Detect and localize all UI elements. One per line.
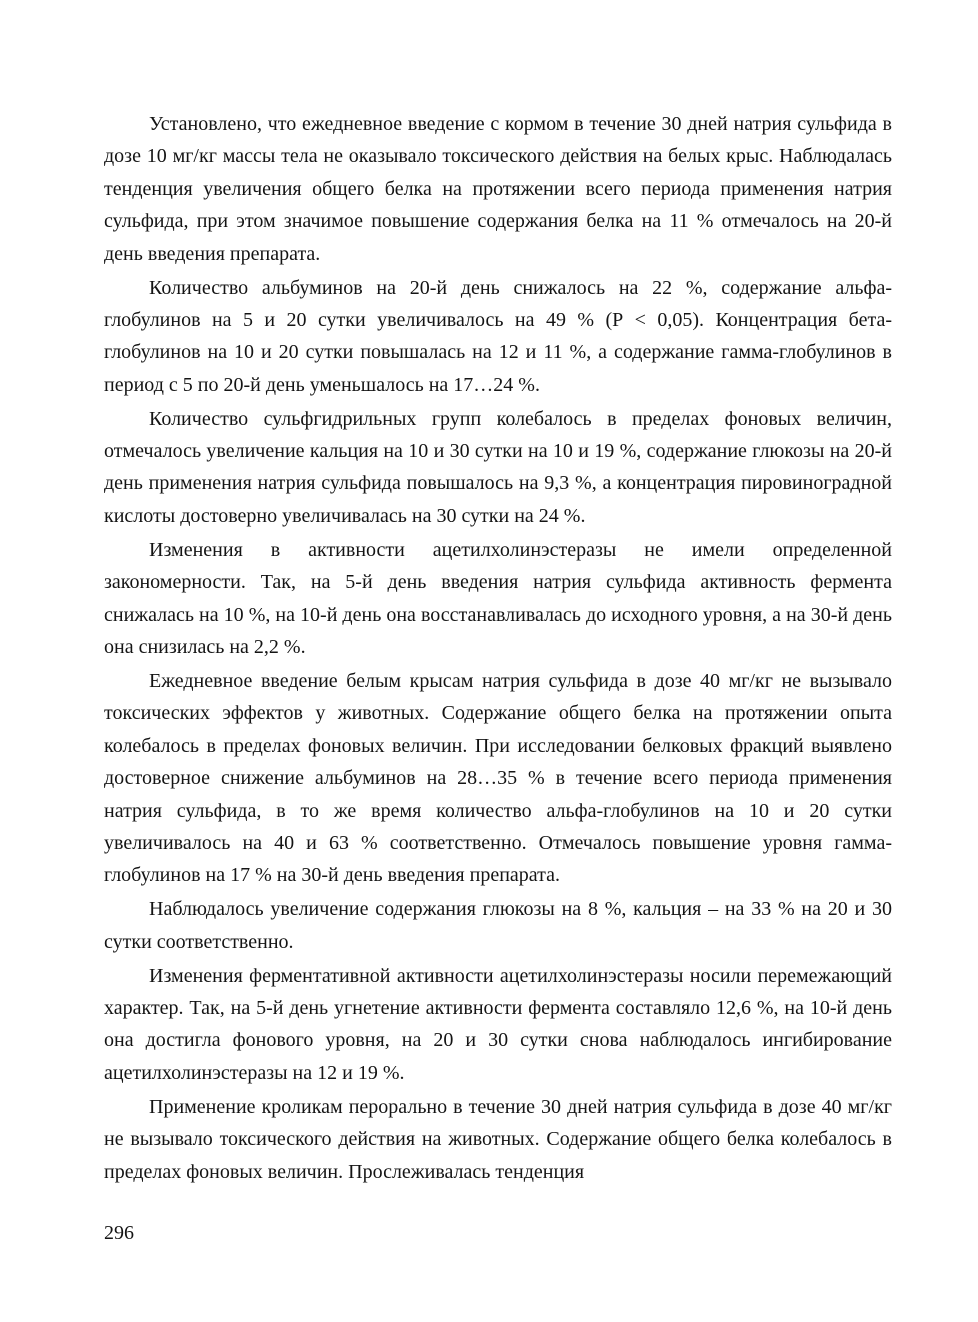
paragraph-7: Изменения ферментативной активности ацетилхолинэстеразы носили перемежающий характер. Так, на 5-й день угнетение активности фермента составляло 12,6 %, на 10-й день она достигла фонового уровня, на 20 и 30 сутки снова наблюдалось ингибирование ацетилхолинэстеразы на 12 и 19 %. xyxy=(104,964,892,1084)
paragraph-4: Изменения в активности ацетилхолинэстеразы не имели определенной закономерности. Так, на 5-й день введения натрия сульфида активность фермента снижалась на 10 %, на 10-й день она восстанавливалась до исходного уровня, а на 30-й день она снизилась на 2,2 %. xyxy=(104,538,892,658)
paragraph-3: Количество сульфгидрильных групп колебалось в пределах фоновых величин, отмечалось увеличение кальция на 10 и 30 сутки на 10 и 19 %, содержание глюкозы на 20-й день применения натрия сульфида повышалось на 9,3 %, а концентрация пировиноградной кислоты достоверно увеличивалась на 30 сутки на 24 %. xyxy=(104,407,892,527)
paragraph-2: Количество альбуминов на 20-й день снижалось на 22 %, содержание альфа-глобулинов на 5 и 20 сутки увеличивалось на 49 % (Р < 0,05). Концентрация бета-глобулинов на 10 и 20 сутки повышалась на 12 и 11 %, а содержание гамма-глобулинов в период с 5 по 20-й день уменьшалось на 17…24 %. xyxy=(104,276,892,396)
paragraph-1: Установлено, что ежедневное введение с кормом в течение 30 дней натрия сульфида в дозе 10 мг/кг массы тела не оказывало токсического действия на белых крыс. Наблюдалась тенденция увеличения общего белка на протяжении всего периода применения натрия сульфида, при этом значимое повышение содержания белка на 11 % отмечалось на 20-й день введения препарата. xyxy=(104,113,892,265)
paragraph-5: Ежедневное введение белым крысам натрия сульфида в дозе 40 мг/кг не вызывало токсических эффектов у животных. Содержание общего белка на протяжении опыта колебалось в пределах фоновых величин. При исследовании белковых фракций выявлено достоверное снижение альбуминов на 28…35 % в течение всего периода применения натрия сульфида, в то же время количество альфа-глобулинов на 10 и 20 сутки увеличивалось на 40 и 63 % соответственно. Отмечалось повышение уровня гамма-глобулинов на 17 % на 30-й день введения препарата. xyxy=(104,669,892,887)
page-number: 296 xyxy=(104,1222,134,1244)
paragraph-8: Применение кроликам перорально в течение 30 дней натрия сульфида в дозе 40 мг/кг не вызывало токсического действия на животных. Содержание общего белка колебалось в пределах фоновых величин. Прослеживалась тенденция xyxy=(104,1095,892,1183)
paragraph-6: Наблюдалось увеличение содержания глюкозы на 8 %, кальция – на 33 % на 20 и 30 сутки соответственно. xyxy=(104,898,892,953)
body-text xyxy=(104,108,892,1189)
